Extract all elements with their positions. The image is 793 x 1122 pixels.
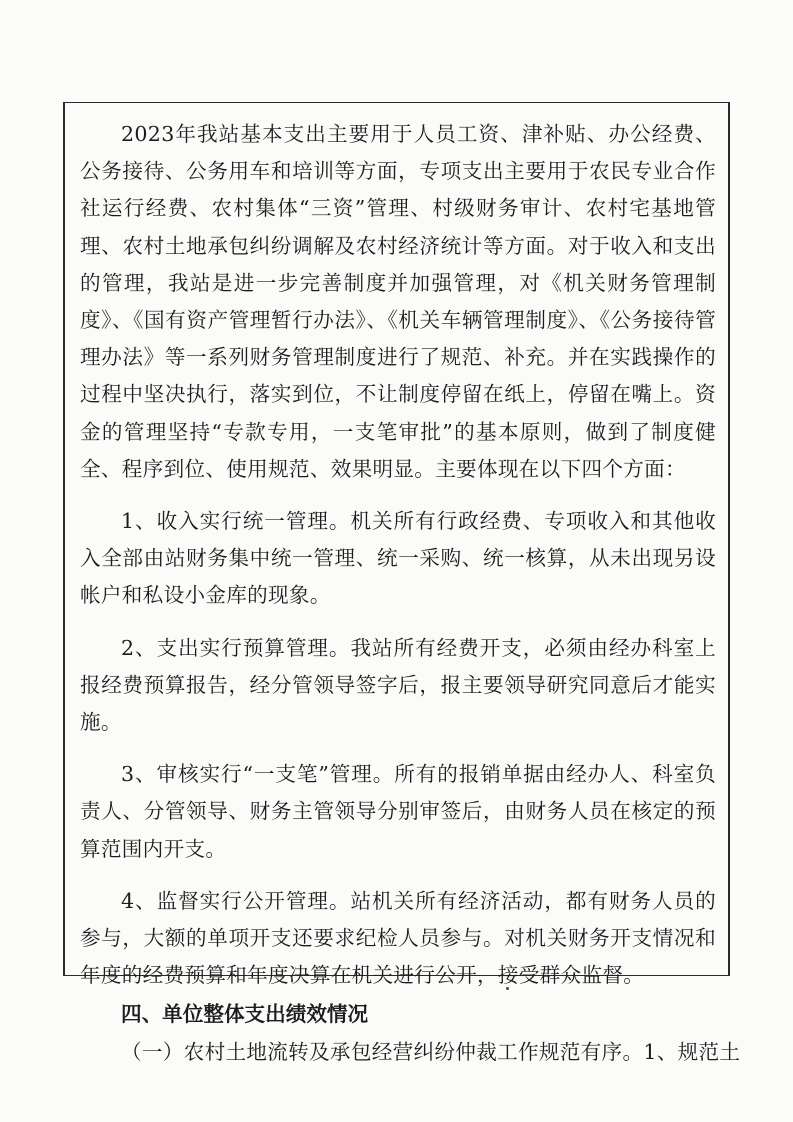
paragraph-supervision-management: 4、监督实行公开管理。站机关所有经济活动，都有财务人员的参与，大额的单项开支还要求纪检人员参与。对机关财务开支情况和年度的经费预算和年度决算在机关进行公开，接受群众监督。 xyxy=(80,888,716,988)
paragraph-expenditure-overview: 2023年我站基本支出主要用于人员工资、津补贴、办公经费、公务接待、公务用车和培训等方面，专项支出主要用于农民专业合作社运行经费、农村集体“三资”管理、村级财务审计、农村宅基地管理、农村土地承包纠纷调解及农村经济统计等方面。对于收入和支出的管理，我站是进一步完善制度并加强管理，对《机关财务管理制度》、《国有资产管理暂行办法》、《机关车辆管理制度》、《公务接待管理办法》等一系列财务管理制度进行了规范、补充。并在实践操作的过程中坚决执行，落实到位，不让制度停留在纸上，停留在嘴上。资金的管理坚持“专款专用，一支笔审批”的基本原则，做到了制度健全、程序到位、使用规范、效果明显。主要体现在以下四个方面： xyxy=(80,122,716,481)
paragraph-land-arbitration: （一）农村土地流转及承包经营纠纷仲裁工作规范有序。1、规范土 xyxy=(121,1039,741,1064)
section-heading: 四、单位整体支出绩效情况 xyxy=(121,1002,369,1027)
document-body xyxy=(80,116,741,1071)
paragraph-budget-management: 2、支出实行预算管理。我站所有经费开支，必须由经办科室上报经费预算报告，经分管领导签字后，报主要领导研究同意后才能实施。 xyxy=(80,635,716,735)
paragraph-income-management: 1、收入实行统一管理。机关所有行政经费、专项收入和其他收入全部由站财务集中统一管理、统一采购、统一核算，从未出现另设帐户和私设小金库的现象。 xyxy=(80,509,716,608)
paragraph-audit-management: 3、审核实行“一支笔”管理。所有的报销单据由经办人、科室负责人、分管领导、财务主管领导分别审签后，由财务人员在核定的预算范围内开支。 xyxy=(80,762,716,861)
scan-speck xyxy=(506,987,509,990)
